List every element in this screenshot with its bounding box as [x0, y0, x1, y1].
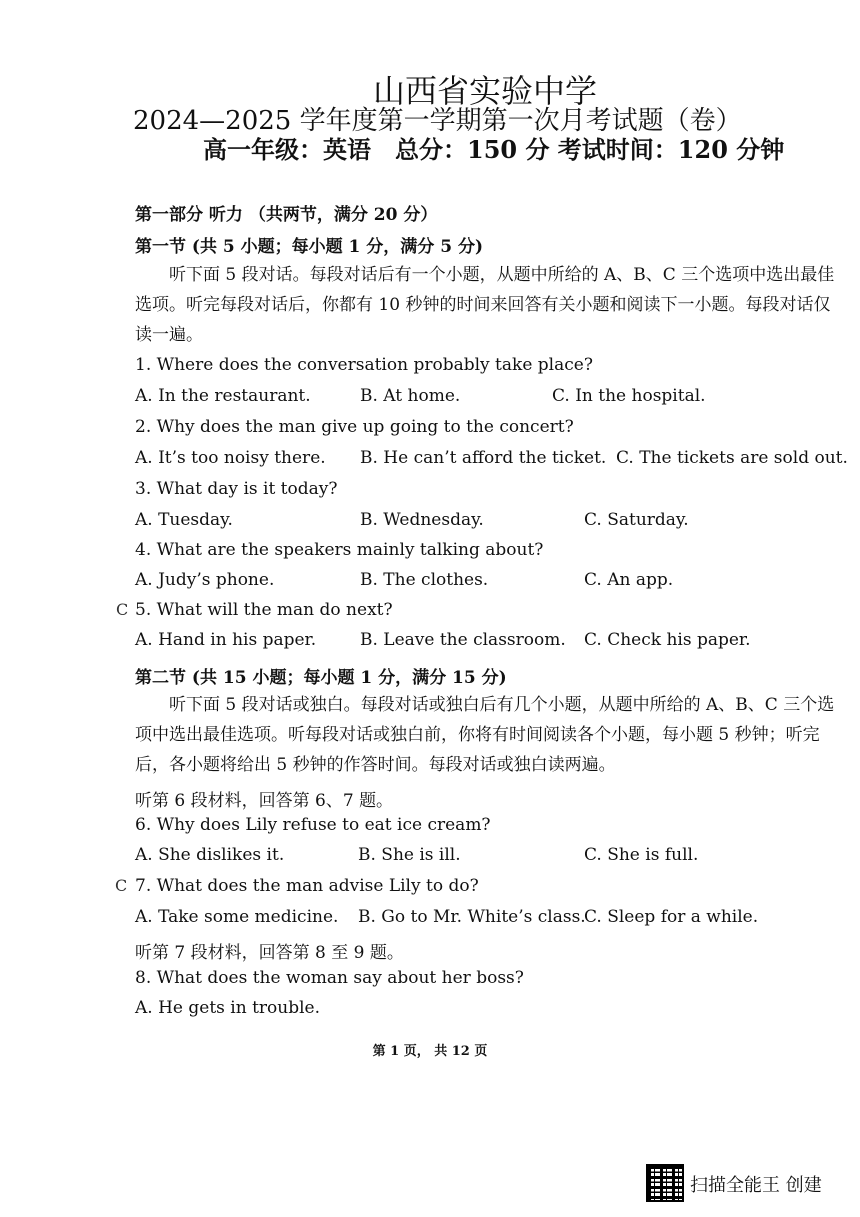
q2-option-a: A. It’s too noisy there.	[135, 448, 326, 468]
q7-option-a: A. Take some medicine.	[135, 907, 339, 927]
question-2: 2. Why does the man give up going to the concert?	[135, 417, 574, 437]
q7-option-b: B. Go to Mr. White’s class.	[358, 907, 586, 927]
q1-option-b: B. At home.	[360, 386, 461, 406]
q2-option-c: C. The tickets are sold out.	[616, 448, 848, 468]
q4-option-b: B. The clothes.	[360, 570, 489, 590]
material-6-note: 听第 6 段材料，回答第 6、7 题。	[135, 791, 394, 811]
q3-option-a: A. Tuesday.	[135, 510, 233, 530]
q6-option-b: B. She is ill.	[358, 845, 461, 865]
section1-instructions: 听下面 5 段对话。每段对话后有一个小题，从题中所给的 A、B、C 三个选项中选出最佳选项。听完每段对话后，你都有 10 秒钟的时间来回答有关小题和阅读下一小题。每段对话仅读一遍。	[135, 265, 835, 345]
question-8: 8. What does the woman say about her boss?	[135, 968, 524, 988]
question-5: 5. What will the man do next?	[135, 600, 393, 620]
exam-title: 2024—2025 学年度第一学期第一次月考试题（卷）	[133, 106, 742, 136]
q1-option-a: A. In the restaurant.	[135, 386, 311, 406]
school-name: 山西省实验中学	[372, 72, 597, 110]
exam-subtitle: 高一年级：英语 总分：150 分 考试时间：120 分钟	[203, 135, 785, 164]
q7-option-c: C. Sleep for a while.	[584, 907, 759, 927]
question-7: 7. What does the man advise Lily to do?	[135, 876, 479, 896]
handwritten-mark-q5: C	[116, 600, 129, 619]
q5-option-b: B. Leave the classroom.	[360, 630, 566, 650]
q3-option-b: B. Wednesday.	[360, 510, 484, 530]
section2-instructions: 听下面 5 段对话或独白。每段对话或独白后有几个小题，从题中所给的 A、B、C 三个选项中选出最佳选项。听每段对话或独白前，你将有时间阅读各个小题，每小题 5 秒钟；听完后，各小题将给出 5 秒钟的作答时间。每段对话或独白读两遍。	[135, 695, 835, 775]
section2-heading: 第二节 (共 15 小题；每小题 1 分，满分 15 分)	[135, 668, 507, 688]
scanner-watermark: 扫描全能王 创建	[690, 1175, 822, 1196]
material-7-note: 听第 7 段材料，回答第 8 至 9 题。	[135, 943, 404, 963]
question-6: 6. Why does Lily refuse to eat ice cream?	[135, 815, 491, 835]
question-4: 4. What are the speakers mainly talking about?	[135, 540, 544, 560]
q4-option-c: C. An app.	[584, 570, 674, 590]
q4-option-a: A. Judy’s phone.	[135, 570, 275, 590]
q6-option-a: A. She dislikes it.	[135, 845, 285, 865]
q5-option-c: C. Check his paper.	[584, 630, 751, 650]
part1-heading: 第一部分 听力 （共两节，满分 20 分）	[135, 205, 438, 225]
handwritten-mark-q7: C	[115, 876, 128, 895]
q6-option-c: C. She is full.	[584, 845, 699, 865]
q5-option-a: A. Hand in his paper.	[135, 630, 317, 650]
q3-option-c: C. Saturday.	[584, 510, 689, 530]
question-3: 3. What day is it today?	[135, 479, 338, 499]
page-footer: 第 1 页， 共 12 页	[372, 1044, 488, 1059]
q1-option-c: C. In the hospital.	[552, 386, 706, 406]
q8-option-a: A. He gets in trouble.	[135, 998, 320, 1018]
question-1: 1. Where does the conversation probably take place?	[135, 355, 593, 375]
section1-heading: 第一节 (共 5 小题；每小题 1 分，满分 5 分)	[135, 237, 484, 257]
qr-code-icon	[646, 1164, 684, 1202]
q2-option-b: B. He can’t afford the ticket.	[360, 448, 607, 468]
